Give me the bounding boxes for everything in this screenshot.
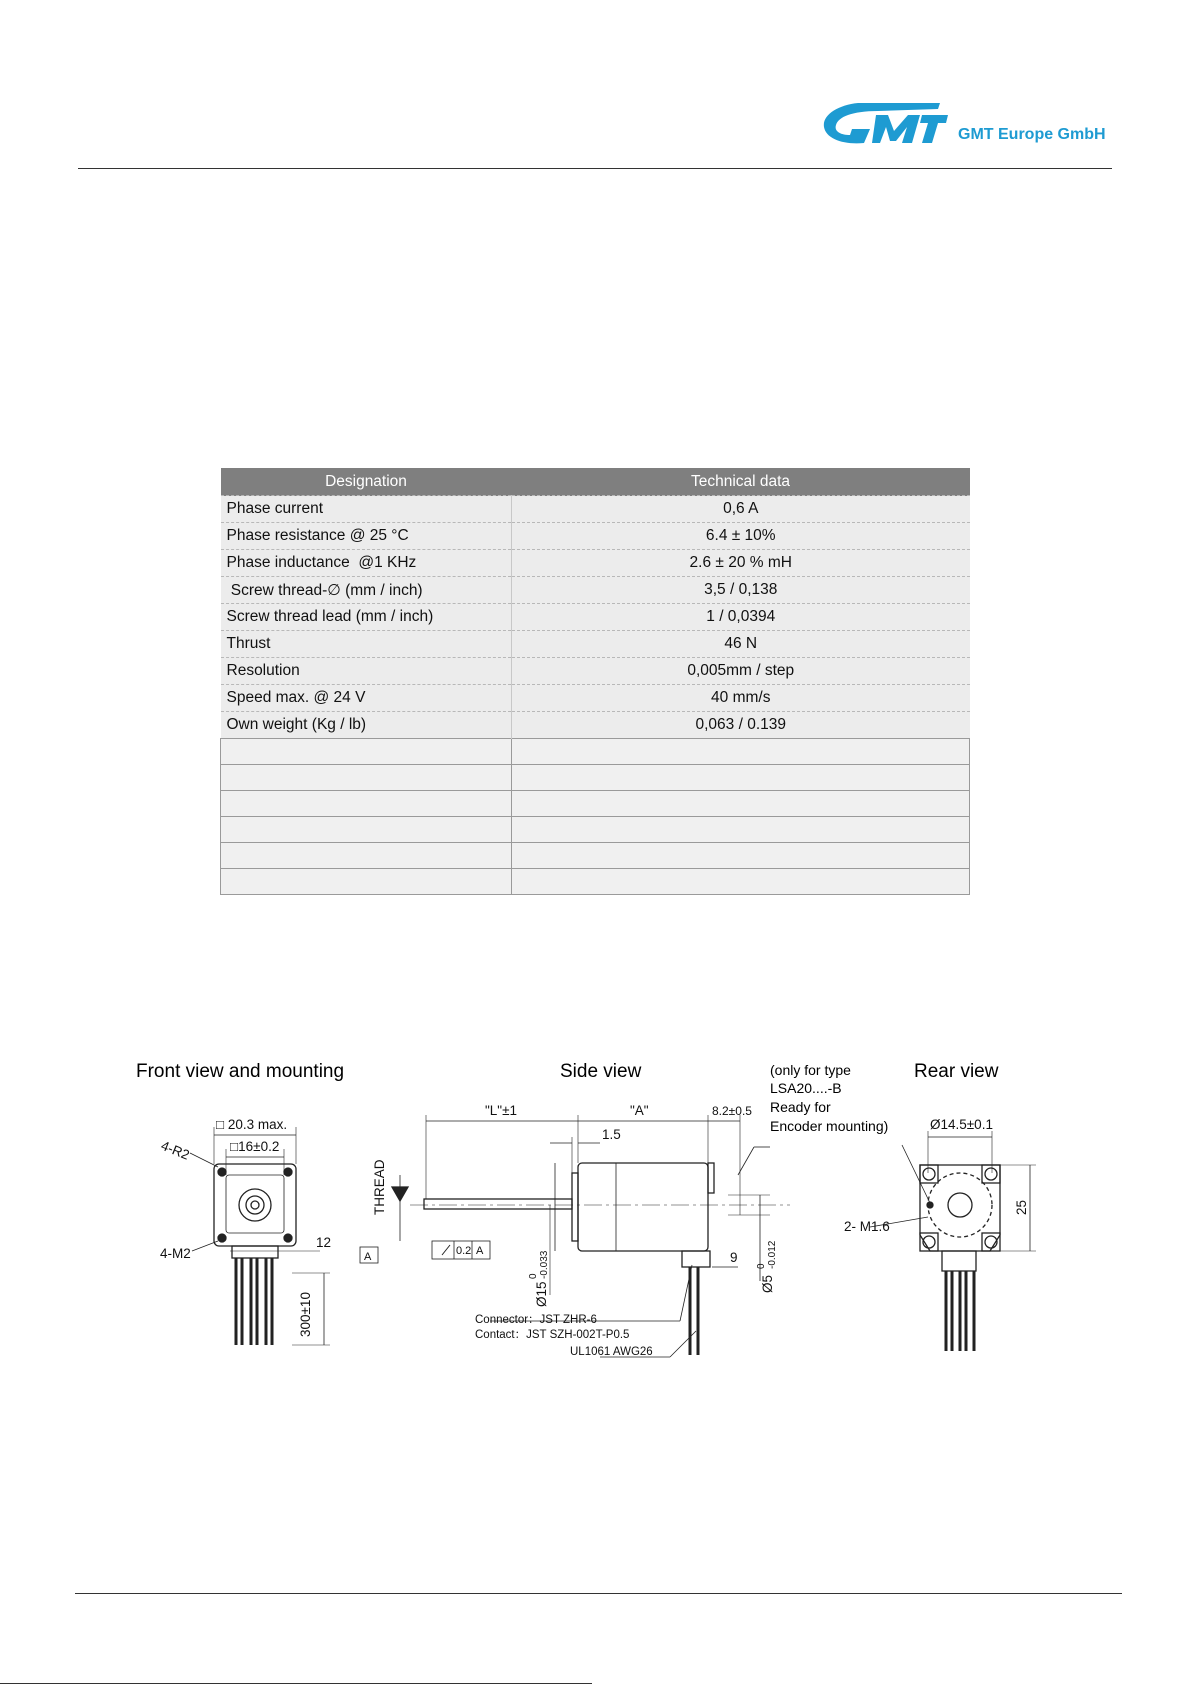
company-name: GMT Europe GmbH: [958, 126, 1106, 143]
spec-value: 2.6 ± 20 % mH: [512, 550, 970, 577]
spec-designation: Screw thread lead (mm / inch): [221, 604, 512, 631]
empty-cell: [512, 765, 970, 791]
front-view-labels: [159, 1117, 331, 1337]
column-header-designation: Designation: [221, 468, 512, 496]
rear-view: [870, 1131, 1036, 1351]
empty-cell: [512, 817, 970, 843]
front-dim-inner: □16±0.2: [230, 1139, 280, 1154]
table-row: [221, 496, 970, 523]
spec-value: 6.4 ± 10%: [512, 523, 970, 550]
empty-table-row: [221, 791, 970, 817]
side-dia-15-tol-bottom: -0.033: [539, 1250, 550, 1279]
table-row: [221, 685, 970, 712]
table-row: [221, 550, 970, 577]
encoder-note-line-3: Ready for: [770, 1099, 831, 1115]
side-contact: Contact：JST SZH-002T-P0.5: [475, 1329, 630, 1341]
side-view-title: Side view: [560, 1061, 642, 1082]
side-connector: Connector：JST ZHR-6: [475, 1314, 597, 1326]
spec-value: 0,6 A: [512, 496, 970, 523]
rear-screws: 2- M1.6: [844, 1219, 890, 1234]
side-dim-1-5: 1.5: [602, 1127, 621, 1142]
empty-cell: [512, 843, 970, 869]
spec-table: [220, 468, 970, 895]
table-header-row: [221, 468, 970, 496]
encoder-note-line-1: (only for type: [770, 1062, 851, 1078]
side-dim-A: "A": [630, 1103, 649, 1118]
rear-view-title: Rear view: [914, 1061, 999, 1082]
spec-table-body: [221, 496, 970, 895]
empty-cell: [221, 791, 512, 817]
side-thread-label: THREAD: [372, 1159, 387, 1215]
empty-cell: [221, 765, 512, 791]
column-header-technical-data: Technical data: [512, 468, 970, 496]
spec-designation: Screw thread-∅ (mm / inch): [221, 577, 512, 604]
encoder-note-line-4: Encoder mounting): [770, 1118, 889, 1134]
empty-cell: [512, 739, 970, 765]
front-lead-length: 300±10: [298, 1292, 313, 1337]
empty-cell: [221, 739, 512, 765]
empty-table-row: [221, 869, 970, 895]
side-cable: UL1061 AWG26: [570, 1346, 653, 1358]
bottom-divider: [0, 1683, 592, 1684]
spec-designation: Phase current: [221, 496, 512, 523]
side-dia-5: Ø5: [760, 1274, 775, 1293]
spec-value: 3,5 / 0,138: [512, 577, 970, 604]
empty-table-row: [221, 765, 970, 791]
table-row: [221, 631, 970, 658]
side-dia-15-tol-top: 0: [528, 1273, 539, 1279]
front-radius: 4-R2: [158, 1137, 192, 1163]
spec-designation: Phase resistance @ 25 °C: [221, 523, 512, 550]
header-divider: [78, 168, 1112, 169]
spec-value: 0,005mm / step: [512, 658, 970, 685]
empty-table-row: [221, 817, 970, 843]
spec-designation: Speed max. @ 24 V: [221, 685, 512, 712]
empty-cell: [221, 817, 512, 843]
table-row: [221, 604, 970, 631]
table-row: [221, 523, 970, 550]
front-view-title: Front view and mounting: [136, 1061, 345, 1082]
logo-lettering: GMT: [978, 99, 981, 100]
side-dia-5-tol-top: 0: [756, 1263, 767, 1269]
front-holes: 4-M2: [160, 1246, 191, 1261]
table-row: [221, 577, 970, 604]
dimension-drawing: [130, 1055, 1060, 1365]
side-dia-5-tol-bottom: -0.012: [767, 1240, 778, 1269]
side-runout-value: 0.2: [456, 1245, 472, 1257]
spec-designation: Own weight (Kg / lb): [221, 712, 512, 739]
empty-table-row: [221, 843, 970, 869]
side-dia-15: Ø15: [534, 1281, 549, 1307]
spec-designation: Resolution: [221, 658, 512, 685]
empty-table-row: [221, 739, 970, 765]
side-dim-9: 9: [730, 1250, 738, 1265]
rear-dia: Ø14.5±0.1: [930, 1117, 993, 1132]
spec-value: 0,063 / 0.139: [512, 712, 970, 739]
spec-designation: Phase inductance @1 KHz: [221, 550, 512, 577]
side-dim-L: "L"±1: [485, 1103, 518, 1118]
encoder-note: [770, 1062, 888, 1134]
encoder-note-line-2: LSA20....-B: [770, 1080, 842, 1096]
side-runout-datum: A: [476, 1245, 484, 1257]
table-row: [221, 658, 970, 685]
table-row: [221, 712, 970, 739]
empty-cell: [512, 791, 970, 817]
spec-value: 1 / 0,0394: [512, 604, 970, 631]
side-dim-8-2: 8.2±0.5: [712, 1104, 752, 1118]
empty-cell: [221, 869, 512, 895]
spec-value: 46 N: [512, 631, 970, 658]
front-dim-12: 12: [316, 1235, 332, 1250]
empty-cell: [221, 843, 512, 869]
spec-designation: Thrust: [221, 631, 512, 658]
side-datum-label: A: [364, 1251, 372, 1263]
rear-height: 25: [1014, 1199, 1029, 1215]
rear-view-labels: [844, 1117, 1029, 1234]
front-dim-outer: □ 20.3 max.: [216, 1117, 288, 1132]
footer-divider: [75, 1593, 1122, 1594]
spec-value: 40 mm/s: [512, 685, 970, 712]
empty-cell: [512, 869, 970, 895]
